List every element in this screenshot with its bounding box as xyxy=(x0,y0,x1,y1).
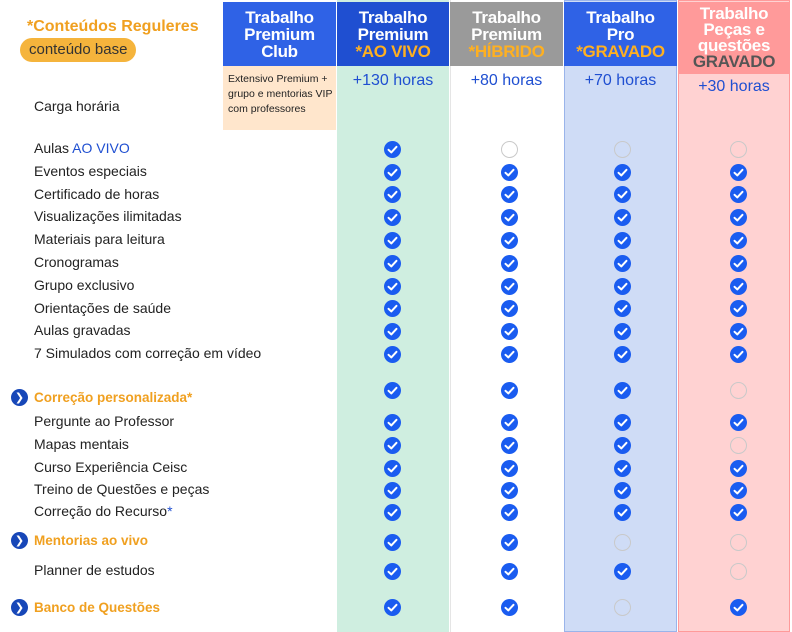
header-line: Pro xyxy=(606,24,635,44)
feature-text: Pergunte ao Professor xyxy=(34,413,175,429)
check-icon xyxy=(501,164,518,181)
check-icon xyxy=(501,437,518,454)
check-icon xyxy=(614,437,631,454)
feature-text: Aulas gravadas xyxy=(34,322,131,338)
check-icon xyxy=(614,563,631,580)
section-header[interactable] xyxy=(11,389,192,406)
header-line: *AO VIVO xyxy=(355,41,431,61)
feature-label xyxy=(34,140,130,156)
check-icon xyxy=(384,382,401,399)
check-icon xyxy=(501,534,518,551)
feature-text: Curso Experiência Ceisc xyxy=(34,459,188,475)
empty-circle-icon xyxy=(730,563,747,580)
feature-label xyxy=(34,186,159,202)
feature-label xyxy=(34,436,129,452)
empty-circle-icon xyxy=(730,141,747,158)
check-icon xyxy=(384,323,401,340)
check-icon xyxy=(614,209,631,226)
club-note: Extensivo Premium + grupo e mentorias VIP com professores xyxy=(228,73,333,115)
feature-label xyxy=(34,345,261,361)
header-premium-club xyxy=(223,2,336,66)
check-icon xyxy=(730,346,747,363)
feature-text: Planner de estudos xyxy=(34,562,155,578)
header-pecas-questoes xyxy=(678,2,790,74)
empty-circle-icon xyxy=(501,141,518,158)
section-header[interactable] xyxy=(11,532,148,549)
feature-label xyxy=(34,503,173,519)
check-icon xyxy=(501,346,518,363)
check-icon xyxy=(614,278,631,295)
chevron-right-icon: ❯ xyxy=(11,532,28,549)
check-icon xyxy=(730,504,747,521)
check-icon xyxy=(384,504,401,521)
check-icon xyxy=(501,599,518,616)
carga-horaria-label: Carga horária xyxy=(34,98,120,114)
check-icon xyxy=(730,300,747,317)
empty-circle-icon xyxy=(730,534,747,551)
check-icon xyxy=(614,186,631,203)
empty-circle-icon xyxy=(614,599,631,616)
header-line: questões xyxy=(697,36,771,55)
feature-text: Grupo exclusivo xyxy=(34,277,135,293)
check-icon xyxy=(384,482,401,499)
check-icon xyxy=(614,346,631,363)
check-icon xyxy=(384,599,401,616)
feature-accent: AO VIVO xyxy=(72,140,130,156)
feature-label xyxy=(34,481,209,497)
header-line: Premium xyxy=(357,24,429,44)
header-premium-ao-vivo xyxy=(337,2,449,66)
check-icon xyxy=(384,278,401,295)
hours-pecas: +30 horas xyxy=(698,78,770,95)
check-icon xyxy=(384,209,401,226)
check-icon xyxy=(384,534,401,551)
header-line: Premium xyxy=(471,24,542,44)
check-icon xyxy=(730,232,747,249)
check-icon xyxy=(730,255,747,272)
check-icon xyxy=(730,460,747,477)
feature-label xyxy=(34,254,119,270)
hours-gravado: +70 horas xyxy=(584,72,657,89)
check-icon xyxy=(614,300,631,317)
check-icon xyxy=(501,460,518,477)
check-icon xyxy=(730,414,747,431)
check-icon xyxy=(384,460,401,477)
check-icon xyxy=(384,232,401,249)
check-icon xyxy=(730,278,747,295)
check-icon xyxy=(501,563,518,580)
check-icon xyxy=(384,414,401,431)
feature-label xyxy=(34,231,165,247)
check-icon xyxy=(501,232,518,249)
check-icon xyxy=(384,186,401,203)
header-line: Peças e xyxy=(703,20,765,39)
feature-label xyxy=(34,277,134,293)
feature-label xyxy=(34,562,155,578)
empty-circle-icon xyxy=(614,534,631,551)
check-icon xyxy=(614,382,631,399)
check-icon xyxy=(384,300,401,317)
header-line: GRAVADO xyxy=(692,52,776,71)
chevron-right-icon: ❯ xyxy=(11,599,28,616)
check-icon xyxy=(614,482,631,499)
check-icon xyxy=(501,382,518,399)
header-line: Trabalho xyxy=(472,7,541,27)
check-icon xyxy=(614,414,631,431)
conteudos-title: *Conteúdos Reguleres xyxy=(27,18,199,35)
feature-text: Treino de Questões e peças xyxy=(34,481,210,497)
check-icon xyxy=(384,346,401,363)
check-icon xyxy=(614,460,631,477)
check-icon xyxy=(614,232,631,249)
header-pro-gravado xyxy=(564,2,677,66)
header-line: Trabalho xyxy=(586,7,655,27)
check-icon xyxy=(501,300,518,317)
header-line: *HÍBRIDO xyxy=(468,41,545,61)
section-header[interactable] xyxy=(11,599,160,616)
check-icon xyxy=(730,164,747,181)
header-line: Trabalho xyxy=(358,7,428,27)
hours-ao-vivo: +130 horas xyxy=(352,72,434,89)
feature-text: Correção do Recurso xyxy=(34,503,168,519)
check-icon xyxy=(501,278,518,295)
hours-hibrido: +80 horas xyxy=(470,72,543,89)
feature-text: Orientações de saúde xyxy=(34,300,171,316)
feature-text: Cronogramas xyxy=(34,254,119,270)
header-line: *GRAVADO xyxy=(576,41,665,61)
header-line: Premium xyxy=(244,24,315,44)
feature-label xyxy=(34,413,174,429)
empty-circle-icon xyxy=(730,382,747,399)
header-line: Trabalho xyxy=(699,4,769,23)
check-icon xyxy=(384,164,401,181)
empty-circle-icon xyxy=(614,141,631,158)
check-icon xyxy=(730,209,747,226)
feature-label xyxy=(34,208,182,224)
check-icon xyxy=(730,482,747,499)
feature-label xyxy=(34,459,187,475)
feature-label xyxy=(34,163,147,179)
check-icon xyxy=(730,599,747,616)
check-icon xyxy=(501,209,518,226)
feature-text: Eventos especiais xyxy=(34,163,147,179)
check-icon xyxy=(384,437,401,454)
check-icon xyxy=(501,323,518,340)
check-icon xyxy=(501,186,518,203)
check-icon xyxy=(730,323,747,340)
chevron-right-icon: ❯ xyxy=(11,389,28,406)
check-icon xyxy=(614,164,631,181)
check-icon xyxy=(501,482,518,499)
check-icon xyxy=(614,504,631,521)
feature-accent: * xyxy=(167,503,173,519)
check-icon xyxy=(730,186,747,203)
feature-label xyxy=(34,300,171,316)
conteudo-base-badge: conteúdo base xyxy=(20,38,136,62)
feature-text: Materiais para leitura xyxy=(34,231,165,247)
feature-text: Aulas xyxy=(34,140,73,156)
feature-label xyxy=(34,322,131,338)
header-line: Club xyxy=(261,41,298,61)
check-icon xyxy=(501,414,518,431)
feature-text: 7 Simulados com correção em vídeo xyxy=(34,345,262,361)
check-icon xyxy=(501,255,518,272)
header-line: Trabalho xyxy=(245,7,314,27)
check-icon xyxy=(614,323,631,340)
section-label: Mentorias ao vivo xyxy=(34,533,149,548)
check-icon xyxy=(384,563,401,580)
check-icon xyxy=(384,141,401,158)
section-label: Banco de Questões xyxy=(34,600,161,615)
check-icon xyxy=(384,255,401,272)
header-premium-hibrido xyxy=(450,2,563,66)
feature-text: Mapas mentais xyxy=(34,436,129,452)
empty-circle-icon xyxy=(730,437,747,454)
section-label: Correção personalizada* xyxy=(34,390,193,405)
check-icon xyxy=(501,504,518,521)
feature-text: Visualizações ilimitadas xyxy=(34,208,182,224)
check-icon xyxy=(614,255,631,272)
feature-text: Certificado de horas xyxy=(34,186,160,202)
